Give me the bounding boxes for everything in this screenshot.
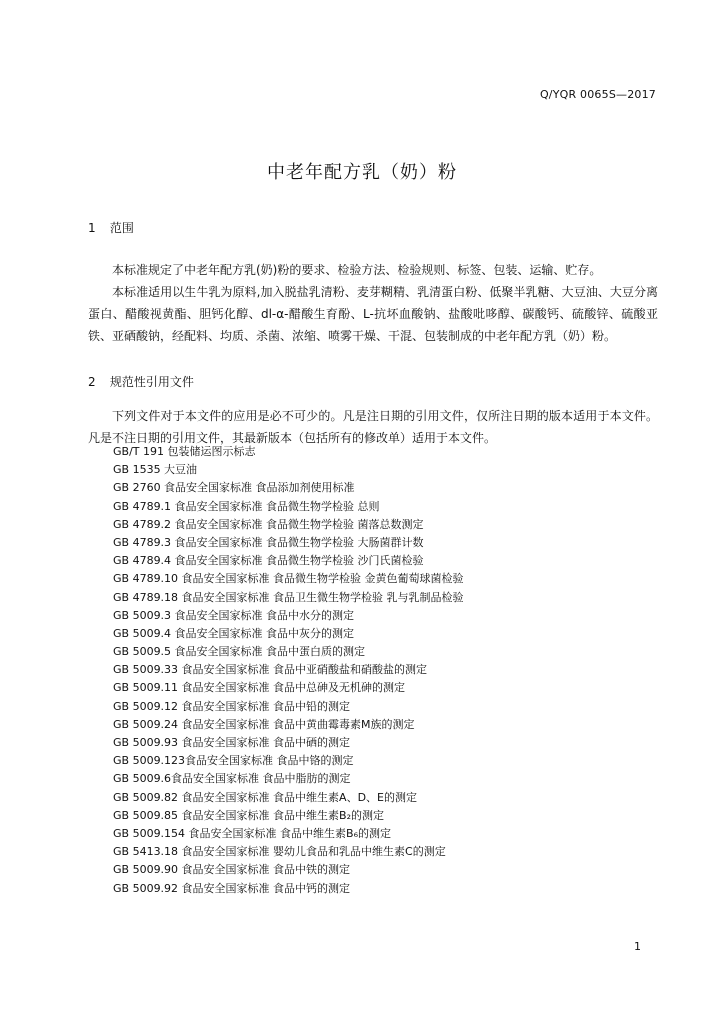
reference-item: GB 1535 大豆油 [113,463,198,477]
reference-item: GB 4789.10 食品安全国家标准 食品微生物学检验 金黄色葡萄球菌检验 [113,572,464,586]
document-title: 中老年配方乳（奶）粉 [267,162,457,183]
reference-item: GB 5009.11 食品安全国家标准 食品中总砷及无机砷的测定 [113,681,406,695]
reference-item: GB 5009.92 食品安全国家标准 食品中钙的测定 [113,881,351,895]
reference-item: GB 5413.18 食品安全国家标准 婴幼儿食品和乳品中维生素C的测定 [113,845,446,859]
references-intro-paragraph: 下列文件对于本文件的应用是必不可少的。凡是注日期的引用文件，仅所注日期的版本适用于本文件。凡是不注日期的引用文件，其最新版本（包括所有的修改单）适用于本文件。 [88,409,658,445]
reference-item: GB 5009.82 食品安全国家标准 食品中维生素A、D、E的测定 [113,790,417,804]
reference-item: GB 5009.6食品安全国家标准 食品中脂肪的测定 [113,772,351,786]
section-title: 规范性引用文件 [109,375,194,389]
reference-item: GB/T 191 包装储运图示标志 [113,445,256,458]
page-number: 1 [634,940,641,953]
reference-item: GB 2760 食品安全国家标准 食品添加剂使用标准 [113,481,355,495]
reference-item: GB 5009.93 食品安全国家标准 食品中硒的测定 [113,736,351,749]
reference-list [113,443,464,898]
reference-item: GB 5009.90 食品安全国家标准 食品中铁的测定 [113,863,351,877]
section-heading-normative-references [88,373,194,390]
reference-item: GB 5009.85 食品安全国家标准 食品中维生素B₂的测定 [113,808,385,822]
section-number: 2 [88,375,96,389]
document-code: Q/YQR 0065S—2017 [539,88,656,101]
reference-item: GB 5009.3 食品安全国家标准 食品中水分的测定 [113,608,355,622]
reference-item: GB 5009.12 食品安全国家标准 食品中铅的测定 [113,699,351,713]
section-heading-scope [88,219,134,236]
scope-paragraph-2: 本标准适用以生牛乳为原料,加入脱盐乳清粉、麦芽糊精、乳清蛋白粉、低聚半乳糖、大豆油、大豆分离蛋白、醋酸视黄酯、胆钙化醇、dl-α-醋酸生育酚、L-抗坏血酸钠、盐酸吡哆醇、碳酸钙、硫酸锌、硫酸亚铁、亚硒酸钠，经配料、均质、杀菌、浓缩、喷雾干燥、干混、包装制成的中老年配方乳（奶）粉。 [88,285,658,343]
reference-item: GB 4789.1 食品安全国家标准 食品微生物学检验 总则 [113,499,380,513]
reference-item: GB 5009.33 食品安全国家标准 食品中亚硝酸盐和硝酸盐的测定 [113,663,428,677]
reference-item: GB 4789.4 食品安全国家标准 食品微生物学检验 沙门氏菌检验 [113,554,424,568]
reference-item: GB 4789.2 食品安全国家标准 食品微生物学检验 菌落总数测定 [113,517,424,531]
reference-item: GB 5009.5 食品安全国家标准 食品中蛋白质的测定 [113,645,366,659]
reference-item: GB 5009.154 食品安全国家标准 食品中维生素B₆的测定 [113,826,392,840]
reference-item: GB 4789.3 食品安全国家标准 食品微生物学检验 大肠菌群计数 [113,535,424,549]
section-number: 1 [88,221,96,235]
scope-paragraph-1: 本标准规定了中老年配方乳(奶)粉的要求、检验方法、检验规则、标签、包装、运输、贮存。 [112,263,602,277]
section-title: 范围 [109,221,134,235]
reference-item: GB 5009.123食品安全国家标准 食品中铬的测定 [113,754,354,768]
reference-item: GB 4789.18 食品安全国家标准 食品卫生微生物学检验 乳与乳制品检验 [113,590,464,604]
reference-item: GB 5009.24 食品安全国家标准 食品中黄曲霉毒素M族的测定 [113,717,415,731]
reference-item: GB 5009.4 食品安全国家标准 食品中灰分的测定 [113,626,355,640]
